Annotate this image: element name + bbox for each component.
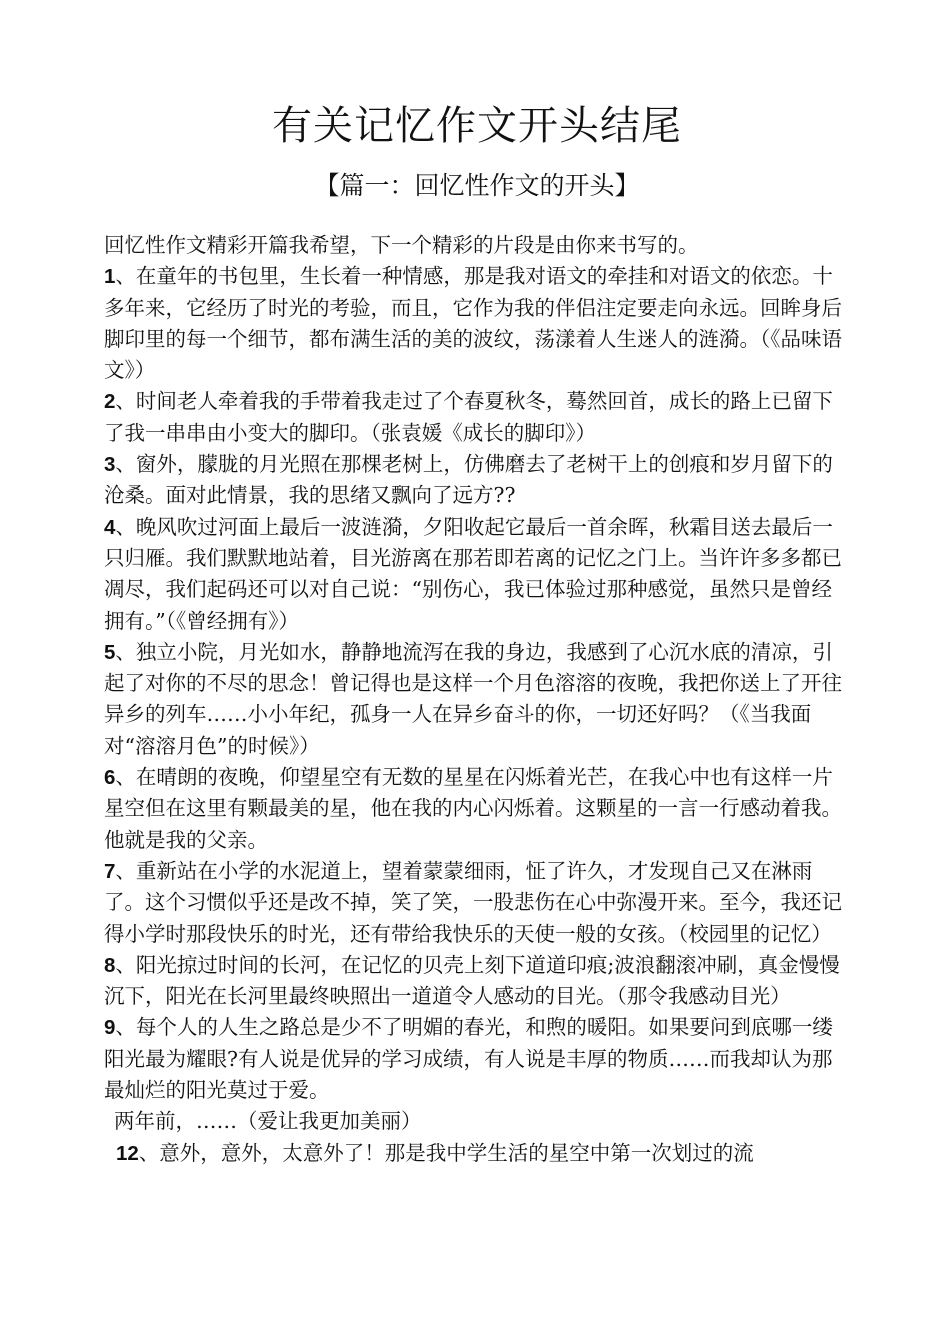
paragraph-6 [104,762,850,856]
paragraph-number: 2 [104,390,116,414]
paragraph-4 [104,512,850,637]
paragraph-8 [104,950,850,1013]
paragraph-2 [104,386,850,449]
paragraph-text: 、意外，意外，太意外了！那是我中学生活的星空中第一次划过的流 [138,1140,754,1165]
paragraph-1 [104,261,850,386]
paragraph-number: 3 [104,453,116,477]
paragraph-text: 、窗外，朦胧的月光照在那棵老树上，仿佛磨去了老树干上的创痕和岁月留下的沧桑。面对此情景，我的思绪又飘向了远方?? [104,452,833,508]
document-body [104,230,850,1169]
paragraph-number: 1 [104,265,116,289]
paragraph-number: 5 [104,640,116,664]
paragraph-text: 两年前，……（爱让我更加美丽） [114,1109,422,1134]
paragraph-number: 8 [104,953,116,977]
paragraph-text: 、时间老人牵着我的手带着我走过了个春夏秋冬，蓦然回首，成长的路上已留下了我一串串由小变大的脚印。（张袁媛《成长的脚印》） [104,389,833,445]
section-heading: 【篇一：回忆性作文的开头】 [314,171,640,200]
paragraph-text: 、每个人的人生之路总是少不了明媚的春光，和煦的暖阳。如果要问到底哪一缕阳光最为耀眼?有人说是优异的学习成绩，有人说是丰厚的物质……而我却认为那最灿烂的阳光莫过于爱。 [104,1015,833,1103]
document-title: 有关记忆作文开头结尾 [272,103,682,149]
paragraph-continuation [104,1106,850,1137]
paragraph-9 [104,1012,850,1106]
paragraph-text: 、重新站在小学的水泥道上，望着蒙蒙细雨，怔了许久，才发现自己又在淋雨了。这个习惯似乎还是改不掉，笑了笑，一股悲伤在心中弥漫开来。至今，我还记得小学时那段快乐的时光，还有带给我快乐的天使一般的女孩。（校园里的记忆） [104,858,842,946]
paragraph-number: 6 [104,766,116,790]
paragraph-text: 回忆性作文精彩开篇我希望，下一个精彩的片段是由你来书写的。 [104,233,699,257]
paragraph-text: 、晚风吹过河面上最后一波涟漪，夕阳收起它最后一首余晖，秋霜目送去最后一只归雁。我们默默地站着，目光游离在那若即若离的记忆之门上。当许许多多都已凋尽，我们起码还可以对自己说：“别伤心，我已体验过那种感觉，虽然只是曾经拥有。”（《曾经拥有》） [104,514,842,633]
paragraph-5 [104,637,850,762]
paragraph-number: 4 [104,515,116,539]
paragraph-number: 9 [104,1016,116,1040]
paragraph-text: 、独立小院，月光如水，静静地流泻在我的身边，我感到了心沉水底的清凉，引起了对你的不尽的思念！曾记得也是这样一个月色溶溶的夜晚，我把你送上了开往异乡的列车……小小年纪，孤身一人在异乡奋斗的你，一切还好吗？（《当我面对“溶溶月色”的时候》） [104,639,842,758]
paragraph-text: 、在童年的书包里，生长着一种情感，那是我对语文的牵挂和对语文的依恋。十多年来，它经历了时光的考验，而且，它作为我的伴侣注定要走向永远。回眸身后脚印里的每一个细节，都布满生活的美的波纹，荡漾着人生迷人的涟漪。（《品味语文》） [104,264,842,383]
paragraph-text: 、在晴朗的夜晚，仰望星空有无数的星星在闪烁着光芒，在我心中也有这样一片星空但在这里有颗最美的星，他在我的内心闪烁着。这颗星的一言一行感动着我。他就是我的父亲。 [104,765,842,852]
paragraph-number: 12 [116,1141,139,1165]
paragraph-number: 7 [104,859,116,883]
paragraph-12 [104,1138,850,1169]
paragraph-7 [104,856,850,950]
paragraph-text: 、阳光掠过时间的长河，在记忆的贝壳上刻下道道印痕;波浪翻滚冲刷，真金慢慢沉下，阳光在长河里最终映照出一道道令人感动的目光。（那令我感动目光） [104,952,840,1009]
paragraph-intro [104,230,850,261]
paragraph-3 [104,449,850,512]
